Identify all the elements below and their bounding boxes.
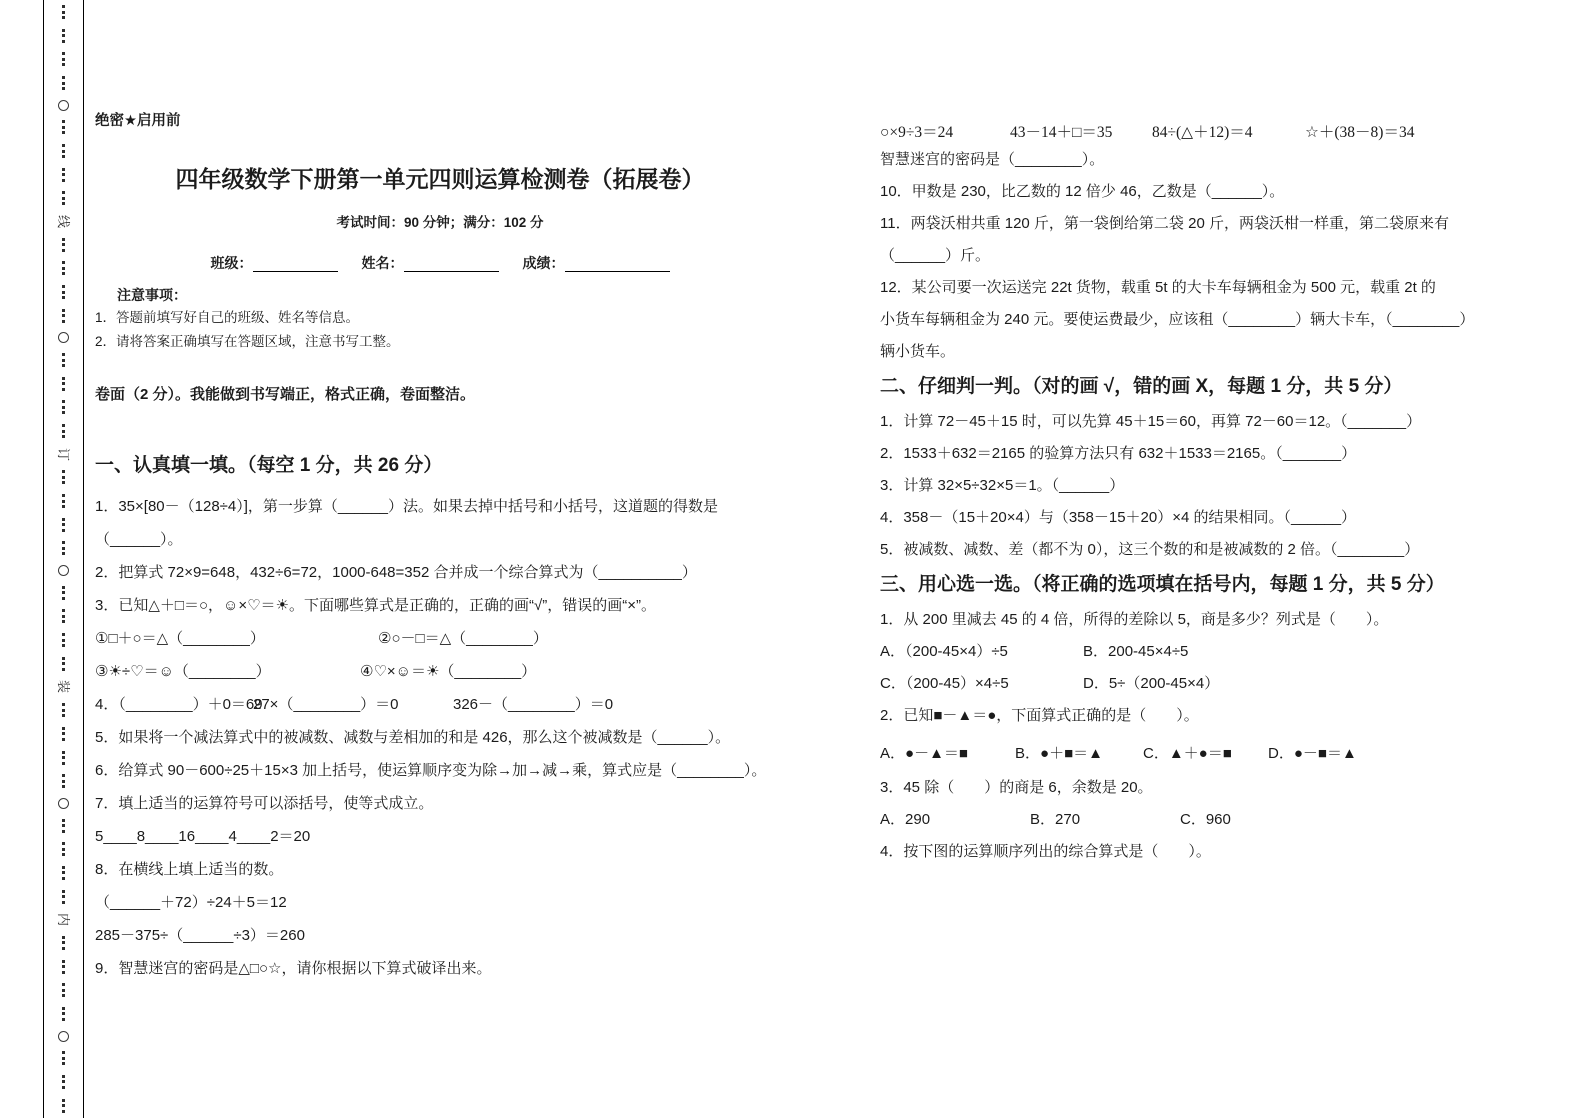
dash-mark <box>62 774 65 788</box>
dash-mark <box>62 890 65 904</box>
s3-q1-option-d: D．5÷（200-45×4） <box>1083 675 1220 692</box>
s1-q1-line1: 1．35×[80－（128÷4）]，第一步算（______）法。如果去掉中括号和小括号，这道题的得数是 <box>95 498 718 515</box>
s1-q3-subrow-2 <box>95 655 785 688</box>
s3-q3-options-row <box>880 804 1492 836</box>
s1-q4-row <box>95 688 785 721</box>
s1-q11-line2: （______）斤。 <box>880 247 991 264</box>
s1-q9-equation-row <box>880 122 1492 144</box>
left-column <box>95 0 785 985</box>
circle-mark <box>58 565 69 576</box>
s3-q1-option-b: B．200-45×4÷5 <box>1083 643 1189 660</box>
s1-q11-line1: 11．两袋沃柑共重 120 斤，第一袋倒给第二袋 20 斤，两袋沃柑一样重，第二袋原来有 <box>880 215 1449 232</box>
s1-q4-part1: 4．（________）＋0＝69 <box>95 696 263 713</box>
s3-q2-option-a: A．●－▲＝■ <box>880 745 968 762</box>
notice-item-1: 1．答题前填写好自己的班级、姓名等信息。 <box>95 310 360 325</box>
s1-q2: 2．把算式 72×9=648，432÷6=72，1000-648=352 合并成一个综合算式为（__________） <box>95 564 697 581</box>
s1-q6: 6．给算式 90－600÷25＋15×3 加上括号，使运算顺序变为除→加→减→乘，算式应是（________）。 <box>95 762 767 779</box>
s3-q1-option-a: A．（200-45×4）÷5 <box>880 643 1008 660</box>
dash-mark <box>62 168 65 182</box>
confidential-label: 绝密★启用前 <box>95 113 181 129</box>
q9-equation-4: ☆＋(38－8)＝34 <box>1305 124 1415 141</box>
s3-q2-options-row <box>880 738 1492 770</box>
circle-mark <box>58 798 69 809</box>
dash-mark <box>62 751 65 765</box>
dash-mark <box>62 866 65 880</box>
dash-mark <box>62 1075 65 1089</box>
binding-line-char: 线 <box>55 215 71 229</box>
s2-item-2: 2．1533＋632＝2165 的验算方法只有 632＋1533＝2165。（_______） <box>880 445 1357 462</box>
dash-mark <box>62 191 65 205</box>
dash-mark <box>62 609 65 623</box>
s3-q3: 3．45 除（ ）的商是 6，余数是 20。 <box>880 779 1153 796</box>
s3-q3-option-c: C．960 <box>1180 811 1231 828</box>
exam-info: 考试时间：90 分钟；满分：102 分 <box>336 215 544 230</box>
name-label: 姓名： <box>361 255 404 271</box>
s1-q10: 10．甲数是 230，比乙数的 12 倍少 46，乙数是（______）。 <box>880 183 1285 200</box>
notice-title: 注意事项： <box>117 287 187 303</box>
s2-item-3: 3．计算 32×5÷32×5＝1。（______） <box>880 477 1125 494</box>
dash-mark <box>62 238 65 252</box>
dash-mark <box>62 657 65 671</box>
s3-q1-option-c: C．（200-45）×4÷5 <box>880 675 1009 692</box>
s1-q8-equation1: （______＋72）÷24＋5＝12 <box>95 894 287 911</box>
binding-margin <box>44 0 83 1118</box>
dash-mark <box>62 983 65 997</box>
circle-mark <box>58 1031 69 1042</box>
dash-mark <box>62 470 65 484</box>
s1-q3-sub1: ①□＋○＝△（________） <box>95 630 265 647</box>
s1-q3: 3．已知△＋□＝○，☺×♡＝☀。下面哪些算式是正确的，正确的画“√”，错误的画“×”。 <box>95 597 656 614</box>
dash-mark <box>62 424 65 438</box>
dash-mark <box>62 1099 65 1113</box>
dash-mark <box>62 285 65 299</box>
s1-q3-sub4: ④♡×☺＝☀（________） <box>360 663 537 680</box>
s3-q2-option-d: D．●－■＝▲ <box>1268 745 1357 762</box>
s2-item-1: 1．计算 72－45＋15 时，可以先算 45＋15＝60，再算 72－60＝12。（_______） <box>880 413 1422 430</box>
s3-q2-option-b: B．●＋■＝▲ <box>1015 745 1103 762</box>
dash-mark <box>62 586 65 600</box>
binding-line-char: 装 <box>55 680 71 694</box>
s3-q4: 4．按下图的运算顺序列出的综合算式是（ ）。 <box>880 843 1211 860</box>
s3-q2: 2．已知■－▲＝●，下面算式正确的是（ ）。 <box>880 707 1199 724</box>
dash-mark <box>62 52 65 66</box>
s1-q3-sub3: ③☀÷♡＝☺（________） <box>95 663 271 680</box>
s1-q3-sub2: ②○－□＝△（________） <box>378 630 548 647</box>
s1-q12-line2: 小货车每辆租金为 240 元。要使运费最少，应该租（________）辆大卡车，（________） <box>880 311 1475 328</box>
dash-mark <box>62 494 65 508</box>
name-blank <box>404 256 499 272</box>
s1-q9-answer-line: 智慧迷宫的密码是（________）。 <box>880 151 1105 168</box>
dash-mark <box>62 633 65 647</box>
dash-mark <box>62 1007 65 1021</box>
s3-q2-option-c: C．▲＋●＝■ <box>1143 745 1232 762</box>
paper-neatness-note: 卷面（2 分）。我能做到书写端正，格式正确，卷面整洁。 <box>95 386 476 403</box>
s3-q1-options-row1 <box>880 636 1492 668</box>
section2-heading: 二、仔细判一判。（对的画 √，错的画 X，每题 1 分，共 5 分） <box>880 376 1403 397</box>
right-column <box>880 0 1492 868</box>
s1-q12-line3: 辆小货车。 <box>880 343 956 360</box>
dash-mark <box>62 76 65 90</box>
s2-item-5: 5．被减数、减数、差（都不为 0），这三个数的和是被减数的 2 倍。（________） <box>880 541 1420 558</box>
section3-heading: 三、用心选一选。（将正确的选项填在括号内，每题 1 分，共 5 分） <box>880 574 1445 595</box>
q9-equation-2: 43－14＋□＝35 <box>1010 124 1113 141</box>
section1-heading: 一、认真填一填。（每空 1 分，共 26 分） <box>95 455 443 476</box>
dash-mark <box>62 703 65 717</box>
s3-q1-options-row2 <box>880 668 1492 700</box>
dash-mark <box>62 29 65 43</box>
class-blank <box>253 256 338 272</box>
s1-q8-equation2: 285－375÷（______÷3）＝260 <box>95 927 305 944</box>
s1-q1-line2: （______）。 <box>95 531 183 548</box>
dash-mark <box>62 261 65 275</box>
dash-mark <box>62 353 65 367</box>
dash-mark <box>62 936 65 950</box>
page-title: 四年级数学下册第一单元四则运算检测卷（拓展卷） <box>175 166 705 192</box>
s1-q3-subrow-1 <box>95 622 785 655</box>
s1-q9: 9．智慧迷宫的密码是△□○☆，请你根据以下算式破译出来。 <box>95 960 492 977</box>
dash-mark <box>62 518 65 532</box>
dash-mark <box>62 541 65 555</box>
score-blank <box>565 256 670 272</box>
q9-equation-1: ○×9÷3＝24 <box>880 124 954 141</box>
class-label: 班级： <box>210 255 253 271</box>
s1-q4-part2: 27×（________）＝0 <box>253 696 399 713</box>
s3-q3-option-b: B．270 <box>1030 811 1081 828</box>
notice-item-2: 2．请将答案正确填写在答题区域，注意书写工整。 <box>95 334 400 349</box>
student-info-line <box>95 254 785 272</box>
s3-q1: 1．从 200 里减去 45 的 4 倍，所得的差除以 5，商是多少？列式是（ ）。 <box>880 611 1389 628</box>
dash-mark <box>62 842 65 856</box>
dash-mark <box>62 400 65 414</box>
s3-q3-option-a: A．290 <box>880 811 931 828</box>
q9-equation-3: 84÷(△＋12)＝4 <box>1152 124 1253 141</box>
dash-mark <box>62 819 65 833</box>
dash-mark <box>62 1051 65 1065</box>
s1-q7-equation: 5____8____16____4____2＝20 <box>95 828 311 845</box>
score-label: 成绩： <box>522 255 565 271</box>
binding-line-right <box>83 0 84 1118</box>
dash-mark <box>62 727 65 741</box>
circle-mark <box>58 332 69 343</box>
dash-mark <box>62 144 65 158</box>
dash-mark <box>62 309 65 323</box>
binding-line-char: 订 <box>55 447 71 461</box>
s1-q7: 7．填上适当的运算符号可以添括号，使等式成立。 <box>95 795 434 812</box>
dash-mark <box>62 960 65 974</box>
dash-mark <box>62 120 65 134</box>
dash-mark <box>62 5 65 19</box>
s1-q8: 8．在横线上填上适当的数。 <box>95 861 284 878</box>
s1-q5: 5．如果将一个减法算式中的被减数、减数与差相加的和是 426，那么这个被减数是（______）。 <box>95 729 731 746</box>
s2-item-4: 4．358－（15＋20×4）与（358－15＋20）×4 的结果相同。（______） <box>880 509 1357 526</box>
s1-q12-line1: 12．某公司要一次运送完 22t 货物，载重 5t 的大卡车每辆租金为 500 元，载重 2t 的 <box>880 279 1436 296</box>
dash-mark <box>62 377 65 391</box>
s1-q4-part3: 326－（________）＝0 <box>453 696 614 713</box>
circle-mark <box>58 100 69 111</box>
binding-line-char: 内 <box>55 913 71 927</box>
